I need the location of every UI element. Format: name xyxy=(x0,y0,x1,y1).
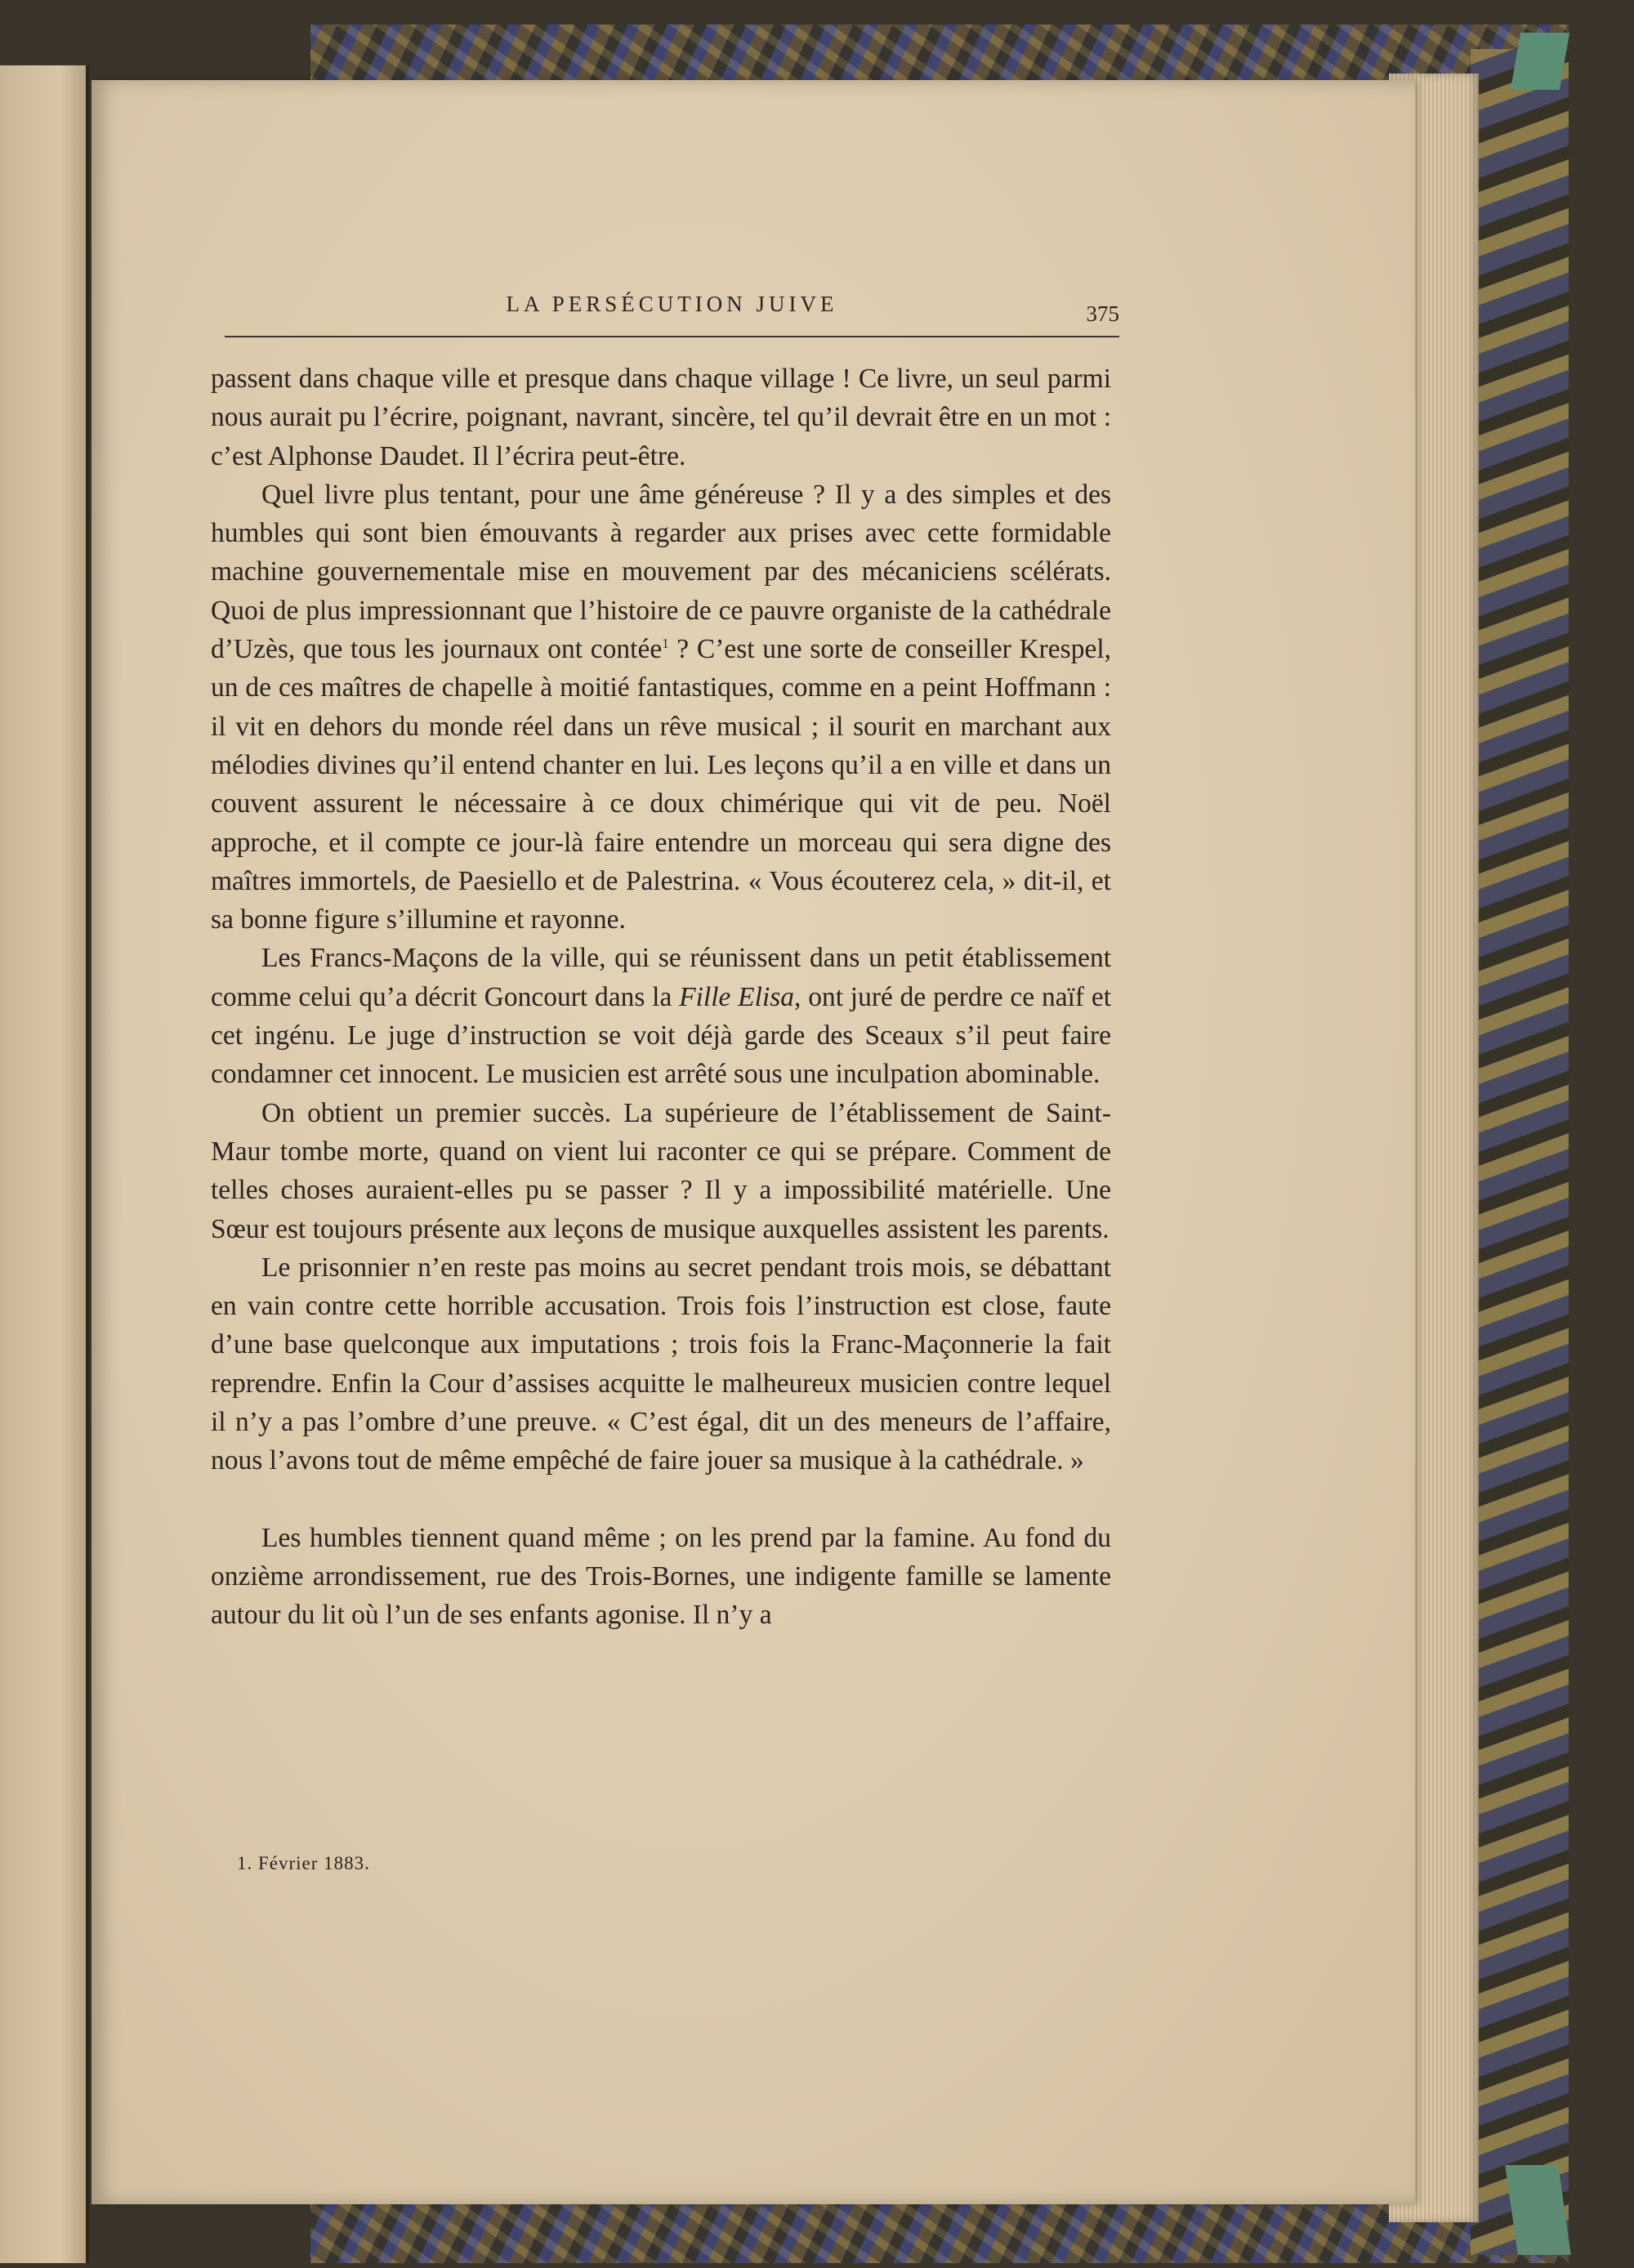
paragraph-2-start: Quel livre plus tentant, pour une âme généreuse ? Il y a des simples et des humbles qui sont bien émouvants à regarder aux prises avec cette formidable machine gouvernementale mise en mouvement par des mécaniciens scélérats. Quoi de plus impressionnant que l’histoire de ce pauvre organiste de la cathédrale d’Uzès, que tous les journaux ont contée xyxy=(211,479,1111,665)
marbled-cover-edge xyxy=(1471,49,1569,2255)
paragraph-3 xyxy=(211,939,1111,1093)
paragraph-6: Les humbles tiennent quand même ; on les prend par la famine. Au fond du onzième arrondissement, rue des Trois-Bornes, une indigente famille se lamente autour du lit où l’un de ses enfants agonise. Il n’y a xyxy=(211,1522,1111,1631)
running-head xyxy=(225,282,1119,339)
page-number: 375 xyxy=(1086,301,1119,326)
book-title-italic: Fille Elisa xyxy=(679,981,795,1012)
paragraph-5: Le prisonnier n’en reste pas moins au secret pendant trois mois, se débattant en vain contre cette horrible accusation. Trois fois l’instruction est close, faute d’une base quelconque aux imputations ; trois fois la Franc-Maçonnerie la fait reprendre. Enfin la Cour d’assises acquitte le malheureux musicien contre lequel il n’y a pas l’ombre d’une preuve. « C’est égal, dit un des meneurs de l’affaire, nous l’avons tout de même empêché de faire jouer sa musique à la cathédrale. » xyxy=(211,1252,1111,1476)
running-title: LA PERSÉCUTION JUIVE xyxy=(506,292,838,316)
paragraph-2-end: ? C’est une sorte de conseiller Krespel, un de ces maîtres de chapelle à moitié fantastiques, comme en a peint Hoffmann : il vit en dehors du monde réel dans un rêve musical ; il sourit en marchant aux mélodies divines qu’il entend chanter en lui. Les leçons qu’il a en ville et dans un couvent assurent le nécessaire à ce doux chimérique qui vit de peu. Noël approche, et il compte ce jour-là faire entendre un morceau qui sera digne des maîtres immortels, de Paesiello et de Palestrina. « Vous écouterez cela, » dit-il, et sa bonne figure s’illumine et rayonne. xyxy=(211,634,1111,935)
previous-page-edge xyxy=(0,65,89,2263)
paragraph-2 xyxy=(211,475,1111,940)
paragraph-3-start: Les Francs-Maçons de la ville, qui se réunissent dans un petit établissement comme celui qu’a décrit Goncourt dans la xyxy=(211,943,1111,1012)
cover-corner-top xyxy=(1511,33,1569,90)
footnote-ref: 1 xyxy=(662,635,669,651)
footnote: 1. Février 1883. xyxy=(237,1853,370,1873)
body-text xyxy=(211,359,1111,1635)
header-rule xyxy=(225,336,1119,337)
paragraph-3-end: , ont juré de perdre ce naïf et cet ingénu. Le juge d’instruction se voit déjà garde des Sceaux s’il peut faire condamner cet innocent. Le musicien est arrêté sous une inculpation abominable. xyxy=(211,981,1111,1090)
paragraph-4: On obtient un premier succès. La supérieure de l’établissement de Saint-Maur tombe morte, quand on vient lui raconter ce qui se prépare. Comment de telles choses auraient-elles pu se passer ? Il y a impossibilité matérielle. Une Sœur est toujours présente aux leçons de musique auxquelles assistent les parents. xyxy=(211,1097,1111,1244)
paragraph-1: passent dans chaque ville et presque dans chaque village ! Ce livre, un seul parmi nous aurait pu l’écrire, poignant, navrant, sincère, tel qu’il devrait être en un mot : c’est Alphonse Daudet. Il l’écrira peut-être. xyxy=(211,364,1111,471)
